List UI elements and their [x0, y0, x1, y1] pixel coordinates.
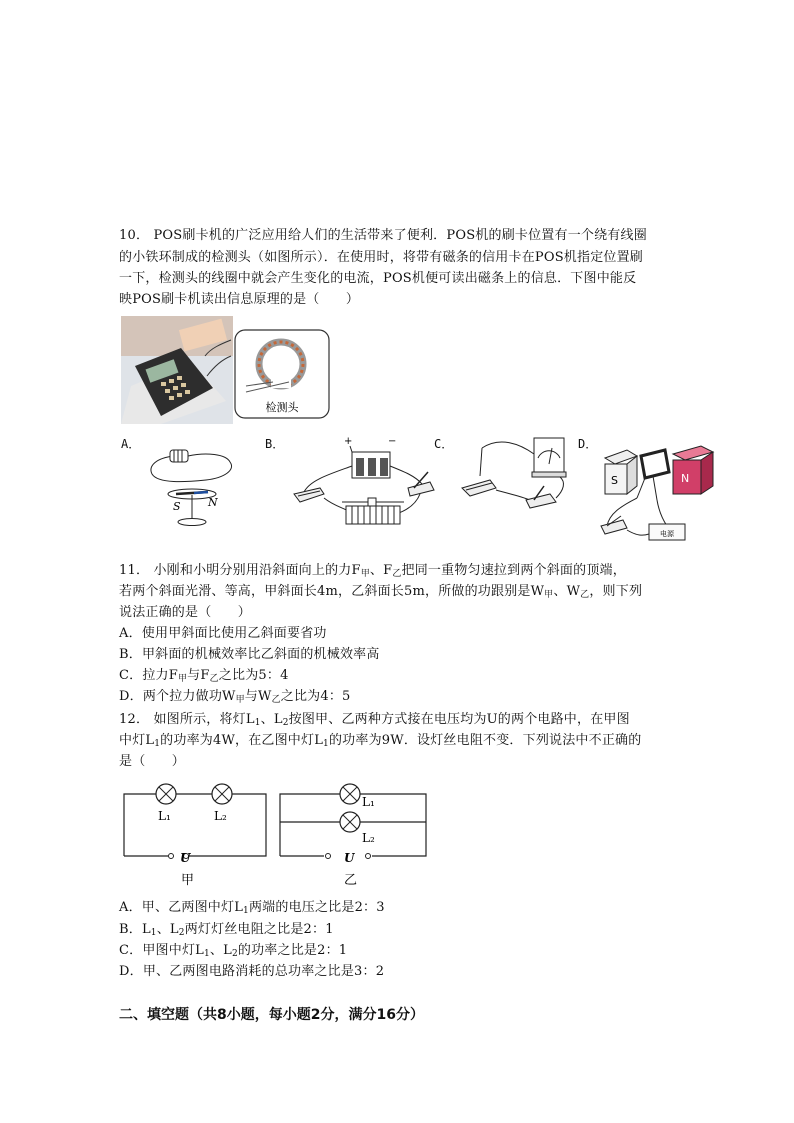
magnet-s-label: S — [611, 474, 618, 487]
q10-option-c-label: C． — [434, 437, 454, 451]
lamp-l1-yi — [340, 784, 360, 804]
compass-s-label: S — [173, 500, 181, 513]
lamp-l2-yi — [340, 812, 360, 832]
label-u-yi: U — [344, 851, 355, 865]
q10-line-1: 10． POS刷卡机的广泛应用给人们的生活带来了便利．POS机的刷卡位置有一个绕有线圈 — [119, 228, 647, 243]
pos-machine-figure — [121, 316, 331, 424]
q12-option-b: B．$L_1$、$L_2$两灯灯丝电阻之比是2：1 — [119, 922, 334, 938]
compass-n-label: N — [208, 496, 218, 509]
magnet-n-label: N — [681, 472, 690, 485]
q11-line-1: 11． 小刚和小明分别用沿斜面向上的力$F_甲$、$F_乙$把同一重物匀速拉到两个斜面的顶端， — [119, 563, 626, 579]
label-l2-jia: L₂ — [214, 809, 227, 823]
power-supply-label: 电源 — [660, 530, 674, 538]
q11-option-a: A．使用甲斜面比使用乙斜面要省功 — [119, 626, 327, 641]
circuit-yi — [280, 784, 426, 888]
circuit-jia — [124, 784, 266, 888]
q10-line-3: 一下，检测头的线圈中就会产生变化的电流，POS机便可读出磁条上的信息．下图中能反 — [119, 271, 637, 286]
q11-option-d: D．两个拉力做功$W_甲$与$W_乙$之比为4：5 — [119, 689, 351, 705]
option-a-coil-compass-figure — [146, 440, 238, 530]
label-yi: 乙 — [344, 873, 358, 888]
q10-line-4: 映POS刷卡机读出信息原理的是（ ） — [119, 292, 360, 307]
q11-option-b: B．甲斜面的机械效率比乙斜面的机械效率高 — [119, 647, 380, 662]
label-l1-jia: L₁ — [158, 809, 171, 823]
q12-option-d: D．甲、乙两图电路消耗的总功率之比是3：2 — [119, 964, 385, 979]
svg-text:−: − — [388, 436, 397, 447]
label-l1-yi: L₁ — [362, 795, 375, 809]
option-c-galvanometer-figure — [460, 434, 570, 519]
q12-line-3: 是（ ） — [119, 754, 186, 769]
q12-option-a: A．甲、乙两图中灯$L_1$两端的电压之比是2：3 — [119, 900, 385, 916]
option-d-motor-figure — [597, 442, 719, 550]
lamp-l2-jia — [212, 784, 232, 804]
label-l2-yi: L₂ — [362, 831, 375, 845]
q12-circuits-figure — [118, 780, 438, 892]
q12-line-2: 中灯$L_1$的功率为4W，在乙图中灯$L_1$的功率为9W．设灯丝电阻不变．下列说法中不正确的 — [119, 733, 642, 749]
lamp-l1-jia — [156, 784, 176, 804]
section-2-heading: 二、填空题（共8小题，每小题2分，满分16分） — [119, 1007, 424, 1023]
detector-head-label: 检测头 — [265, 401, 299, 414]
svg-text:+: + — [344, 436, 353, 447]
q10-option-a-label: A． — [121, 437, 141, 451]
label-jia: 甲 — [181, 873, 195, 888]
option-b-battery-circuit-figure — [290, 436, 440, 531]
q10-option-d-label: D． — [578, 437, 598, 451]
q12-option-c: C．甲图中灯$L_1$、$L_2$的功率之比是2：1 — [119, 943, 348, 959]
label-u-jia: U — [180, 851, 191, 865]
q10-line-2: 的小铁环制成的检测头（如图所示）．在使用时，将带有磁条的信用卡在POS机指定位置刷 — [119, 250, 644, 265]
q11-line-2: 若两个斜面光滑、等高，甲斜面长4m，乙斜面长5m，所做的功跟别是$W_甲$、$W_乙$，则下列 — [119, 584, 643, 600]
q10-option-b-label: B． — [265, 437, 285, 451]
q11-line-3: 说法正确的是（ ） — [119, 605, 252, 620]
q12-line-1: 12． 如图所示，将灯$L_1$、$L_2$按图甲、乙两种方式接在电压均为U的两个电路中，在甲图 — [119, 712, 630, 728]
q11-option-c: C．拉力$F_甲$与$F_乙$之比为5：4 — [119, 668, 289, 684]
